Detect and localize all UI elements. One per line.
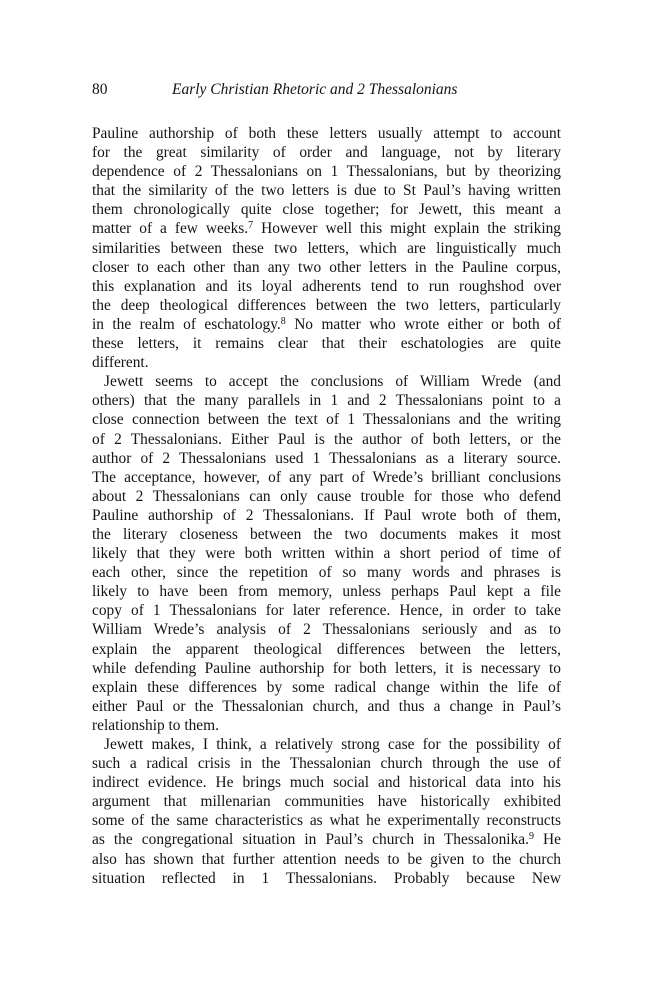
text-segment: Pauline authorship of 2 Thessalonians. If Paul wrote both of them, [92,506,561,524]
text-segment: situation reflected in 1 Thessalonians. Probably because New [92,869,561,887]
text-segment: argument that millenarian communities have historically exhibited [92,793,561,811]
text-segment: such a radical crisis in the Thessalonian church through the use of [92,755,561,773]
text-segment: author of 2 Thessalonians used 1 Thessalonians as a literary source. [92,449,561,467]
text-line [92,754,561,773]
text-line [92,468,561,487]
text-line [92,850,561,869]
text-segment: each other, since the repetition of so many words and phrases is [92,564,561,582]
text-segment: as the congregational situation in Paul’s church in Thessalonika. [92,831,529,849]
book-page [92,78,561,888]
text-line [92,869,561,888]
text-segment: matter of a few weeks. [92,220,249,238]
text-segment: either Paul or the Thessalonian church, and thus a change in Paul’s [92,697,561,715]
text-line [92,773,561,792]
text-line [92,277,561,296]
text-line [92,430,561,449]
text-line [92,334,561,353]
text-segment: The acceptance, however, of any part of Wrede’s brilliant conclusions [92,468,561,486]
text-segment: them chronologically quite close together; for Jewett, this meant a [92,201,561,219]
text-segment: copy of 1 Thessalonians for later reference. Hence, in order to take [92,602,561,620]
text-segment: relationship to them. [92,716,219,734]
text-segment: for the great similarity of order and language, not by literary [92,144,561,162]
text-line [92,659,561,678]
footnote-marker: 8 [280,315,286,327]
text-line [92,678,561,697]
text-line [92,410,561,429]
page-number: 80 [92,81,108,98]
text-line [92,792,561,811]
text-line [92,830,561,849]
text-line [92,640,561,659]
text-segment: He [533,831,561,849]
text-line [92,811,561,830]
footnote-marker: 9 [528,831,534,843]
text-segment: about 2 Thessalonians can only cause trouble for those who defend [92,487,561,505]
text-line [92,563,561,582]
text-segment: likely to have been from memory, unless perhaps Paul kept a file [92,583,561,601]
text-segment: this explanation and its loyal adherents tend to run roughshod over [92,277,561,295]
text-segment: No matter who wrote either or both of [285,315,561,333]
text-segment: also has shown that further attention needs to be given to the church [92,850,561,868]
text-line [92,239,561,258]
text-line [92,544,561,563]
text-segment: these letters, it remains clear that their eschatologies are quite [92,335,561,353]
text-line [92,296,561,315]
text-line [92,315,561,334]
footnote-marker: 7 [248,220,254,232]
text-line [92,487,561,506]
text-line [92,124,561,143]
text-segment: William Wrede’s analysis of 2 Thessalonians seriously and as to [92,621,561,639]
text-segment: closer to each other than any two other letters in the Pauline corpus, [92,258,561,276]
text-segment: indirect evidence. He brings much social and historical data into his [92,774,561,792]
text-line [92,601,561,620]
text-segment: of 2 Thessalonians. Either Paul is the author of both letters, or the [92,430,561,448]
text-line [92,143,561,162]
text-segment: different. [92,354,149,372]
text-segment: the literary closeness between the two documents makes it most [92,525,561,543]
text-segment: while defending Pauline authorship for both letters, it is necessary to [92,659,561,677]
running-head [92,78,561,102]
text-segment: explain the apparent theological differences between the letters, [92,640,561,658]
text-line [92,620,561,639]
text-line [92,353,561,372]
text-line [92,162,561,181]
text-line [92,391,561,410]
text-segment: close connection between the text of 1 Thessalonians and the writing [92,411,561,429]
text-line [92,372,561,391]
text-segment: similarities between these two letters, which are linguistically much [92,239,561,257]
text-segment: However well this might explain the striking [253,220,561,238]
text-line [92,200,561,219]
text-line [92,716,561,735]
text-line [92,219,561,238]
text-segment: in the realm of eschatology. [92,315,281,333]
text-line [92,258,561,277]
text-segment: dependence of 2 Thessalonians on 1 Thessalonians, but by theorizing [92,163,561,181]
text-segment: Jewett makes, I think, a relatively strong case for the possibility of [104,736,561,753]
text-line [92,582,561,601]
text-segment: some of the same characteristics as what he experimentally reconstructs [92,812,561,830]
text-segment: likely that they were both written within a short period of time of [92,545,561,563]
text-segment: explain these differences by some radical change within the life of [92,678,561,696]
text-line [92,525,561,544]
text-line [92,735,561,754]
text-segment: others) that the many parallels in 1 and 2 Thessalonians point to a [92,392,561,410]
text-line [92,449,561,468]
text-line [92,506,561,525]
text-line [92,181,561,200]
text-line [92,697,561,716]
body-text [92,124,561,888]
running-title: Early Christian Rhetoric and 2 Thessalonians [172,81,458,98]
text-segment: the deep theological differences between the two letters, particularly [92,296,561,314]
text-segment: that the similarity of the two letters is due to St Paul’s having written [92,182,561,200]
text-segment: Pauline authorship of both these letters usually attempt to account [92,125,561,142]
text-segment: Jewett seems to accept the conclusions of William Wrede (and [104,373,561,391]
